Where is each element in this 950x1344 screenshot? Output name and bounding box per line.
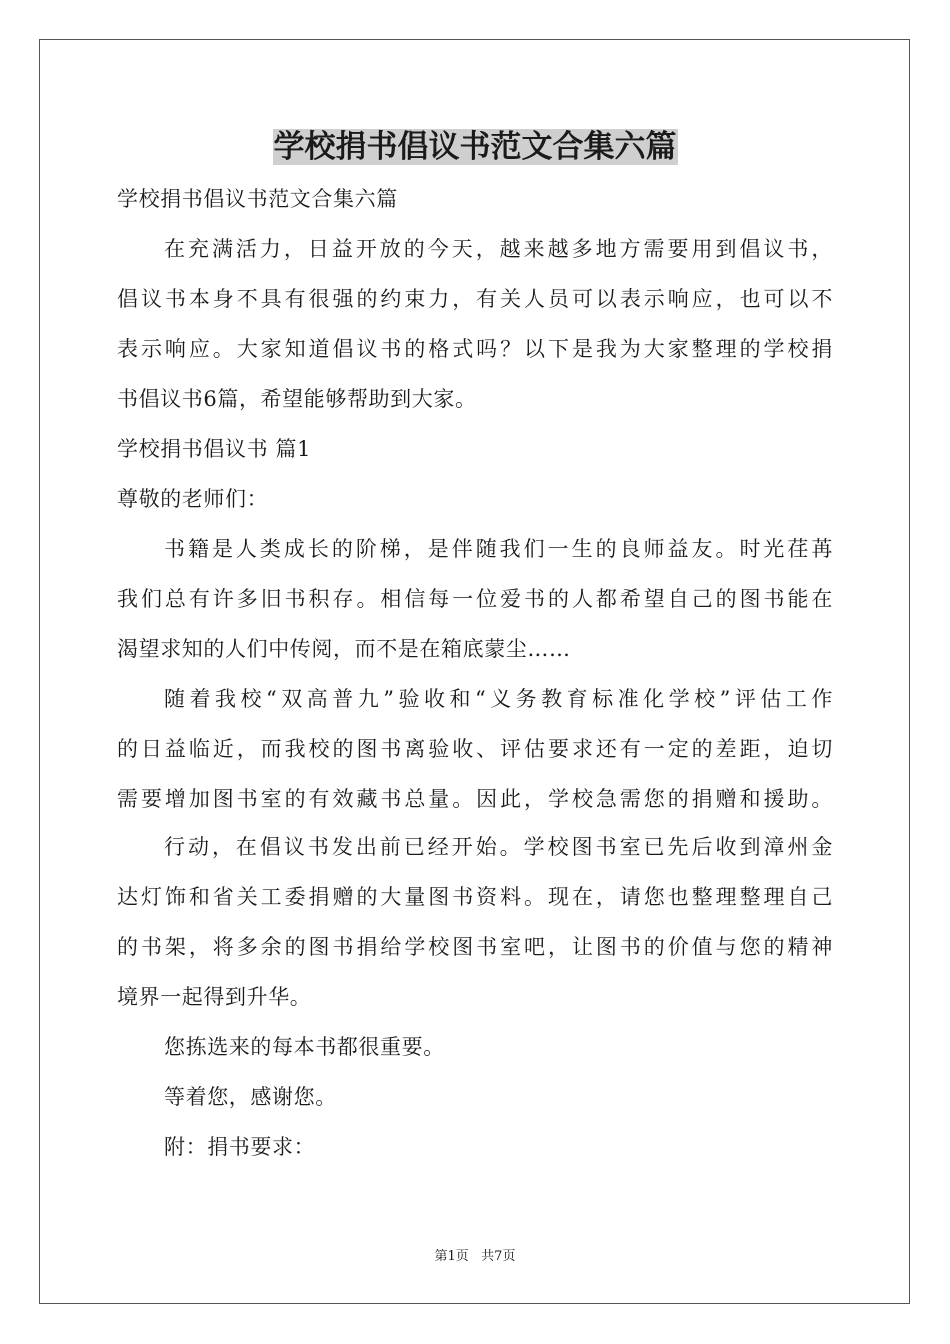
salutation: 尊敬的老师们： [117, 487, 269, 511]
paragraph-line: 的书架，将多余的图书捐给学校图书室吧，让图书的价值与您的精神 [117, 935, 833, 959]
intro-line: 表示响应。大家知道倡议书的格式吗？以下是我为大家整理的学校捐 [117, 337, 833, 361]
section-heading: 学校捐书倡议书 篇1 [117, 437, 312, 461]
paragraph-line: 需要增加图书室的有效藏书总量。因此，学校急需您的捐赠和援助。 [117, 787, 833, 811]
attachment-heading: 附：捐书要求： [164, 1135, 316, 1159]
closing-line: 您拣选来的每本书都很重要。 [164, 1035, 445, 1059]
paragraph-line: 随着我校“双高普九”验收和“义务教育标准化学校”评估工作 [164, 687, 833, 711]
paragraph-line: 境界一起得到升华。 [117, 985, 312, 1009]
paragraph-line: 我们总有许多旧书积存。相信每一位爱书的人都希望自己的图书能在 [117, 587, 833, 611]
paragraph-line: 行动，在倡议书发出前已经开始。学校图书室已先后收到漳州金 [164, 835, 833, 859]
page-number: 第1页 共7页 [434, 1249, 516, 1264]
document-subtitle: 学校捐书倡议书范文合集六篇 [117, 187, 398, 211]
closing-line: 等着您，感谢您。 [164, 1085, 337, 1109]
intro-line: 倡议书本身不具有很强的约束力，有关人员可以表示响应，也可以不 [117, 287, 833, 311]
page-border [39, 39, 910, 1304]
paragraph-line: 达灯饰和省关工委捐赠的大量图书资料。现在，请您也整理整理自己 [117, 885, 833, 909]
document-title-text: 学校捐书倡议书范文合集六篇 [273, 129, 677, 165]
paragraph-line: 渴望求知的人们中传阅，而不是在箱底蒙尘…… [117, 637, 571, 661]
document-title [0, 124, 950, 170]
paragraph-line: 书籍是人类成长的阶梯，是伴随我们一生的良师益友。时光荏苒 [164, 537, 833, 561]
page-footer [0, 1247, 950, 1267]
paragraph-line: 的日益临近，而我校的图书离验收、评估要求还有一定的差距，迫切 [117, 737, 833, 761]
intro-line: 书倡议书6篇，希望能够帮助到大家。 [117, 387, 477, 411]
intro-line: 在充满活力，日益开放的今天，越来越多地方需要用到倡议书， [164, 237, 833, 261]
